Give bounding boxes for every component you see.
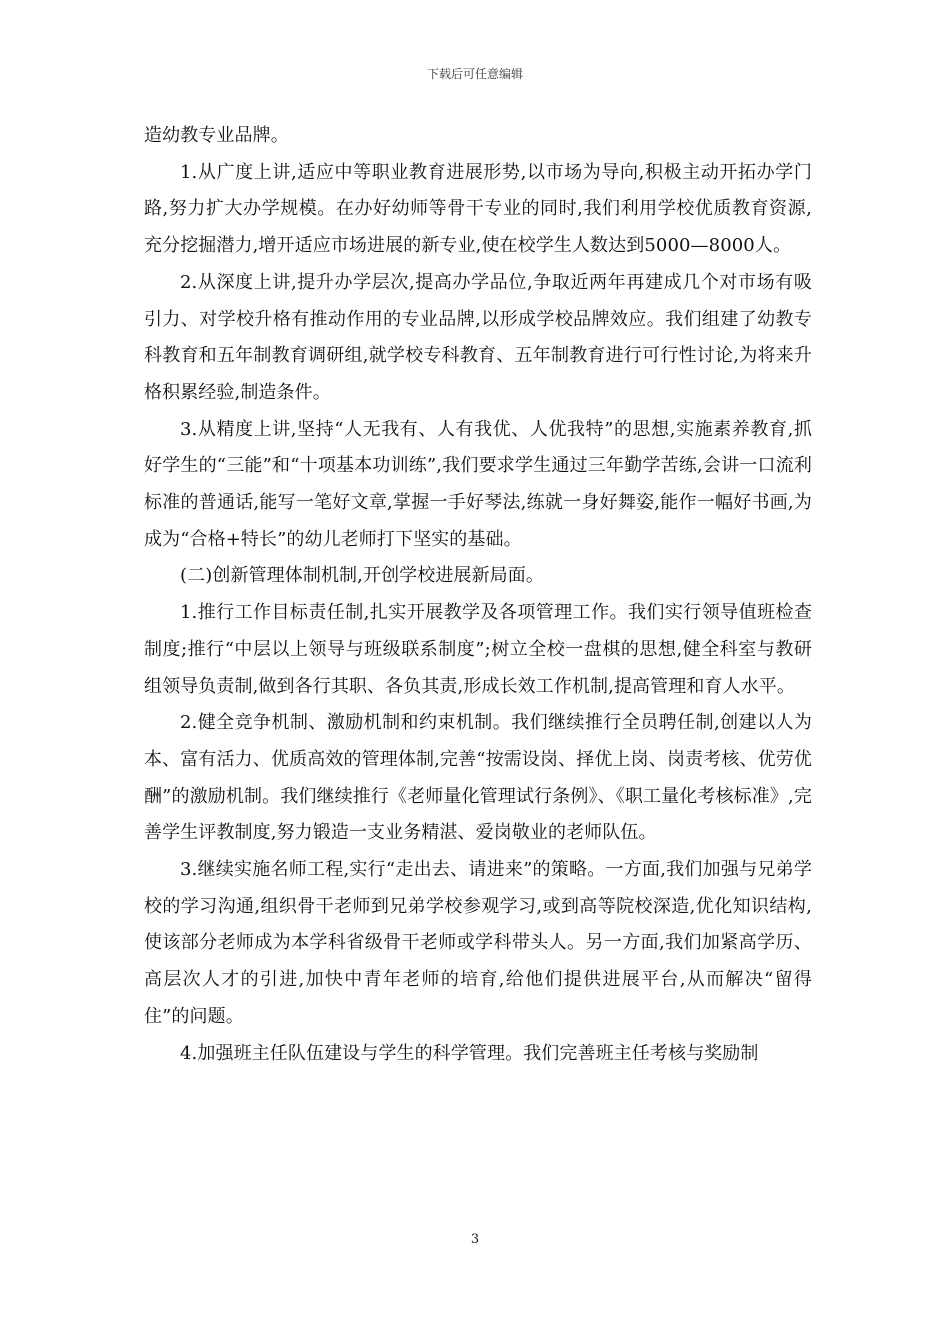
paragraph-1: 1.从广度上讲,适应中等职业教育进展形势,以市场为导向,积极主动开拓办学门路,努力扩大办学规模。在办好幼师等骨干专业的同时,我们利用学校优质教育资源,充分挖掘潜力,增开适应市场进展的新专业,使在校学生人数达到5000—8000人。 xyxy=(144,161,812,257)
paragraph-7: 3.继续实施名师工程,实行“走出去、请进来”的策略。一方面,我们加强与兄弟学校的学习沟通,组织骨干老师到兄弟学校参观学习,或到高等院校深造,优化知识结构,使该部分老师成为本学科省级骨干老师或学科带头人。另一方面,我们加紧高学历、高层次人才的引进,加快中青年老师的培育,给他们提供进展平台,从而解决“留得住”的问题。 xyxy=(144,859,812,1027)
paragraph-6: 2.健全竞争机制、激励机制和约束机制。我们继续推行全员聘任制,创建以人为本、富有活力、优质高效的管理体制,完善“按需设岗、择优上岗、岗责考核、优劳优酬”的激励机制。我们继续推行《老师量化管理试行条例》、《职工量化考核标准》,完善学生评教制度,努力锻造一支业务精湛、爱岗敬业的老师队伍。 xyxy=(144,712,812,844)
page-header: 下载后可任意编辑 xyxy=(426,67,523,81)
paragraph-8: 4.加强班主任队伍建设与学生的科学管理。我们完善班主任考核与奖励制 xyxy=(180,1042,759,1064)
paragraph-4: (二)创新管理体制机制,开创学校进展新局面。 xyxy=(180,565,544,587)
page-number: 3 xyxy=(470,1232,480,1247)
paragraph-5: 1.推行工作目标责任制,扎实开展教学及各项管理工作。我们实行领导值班检查制度;推行“中层以上领导与班级联系制度”;树立全校一盘棋的思想,健全科室与教研组领导负责制,做到各行其职、各负其责,形成长效工作机制,提高管理和育人水平。 xyxy=(144,602,812,697)
paragraph-3: 3.从精度上讲,坚持“人无我有、人有我优、人优我特”的思想,实施素养教育,抓好学生的“三能”和“十项基本功训练”,我们要求学生通过三年勤学苦练,会讲一口流利标准的普通话,能写一笔好文章,掌握一手好琴法,练就一身好舞姿,能作一幅好书画,为成为“合格+特长”的幼儿老师打下坚实的基础。 xyxy=(144,418,812,550)
paragraph-2: 2.从深度上讲,提升办学层次,提高办学品位,争取近两年再建成几个对市场有吸引力、对学校升格有推动作用的专业品牌,以形成学校品牌效应。我们组建了幼教专科教育和五年制教育调研组,就学校专科教育、五年制教育进行可行性讨论,为将来升格积累经验,制造条件。 xyxy=(144,271,812,403)
paragraph-0: 造幼教专业品牌。 xyxy=(144,125,289,146)
document-body xyxy=(144,118,812,1072)
